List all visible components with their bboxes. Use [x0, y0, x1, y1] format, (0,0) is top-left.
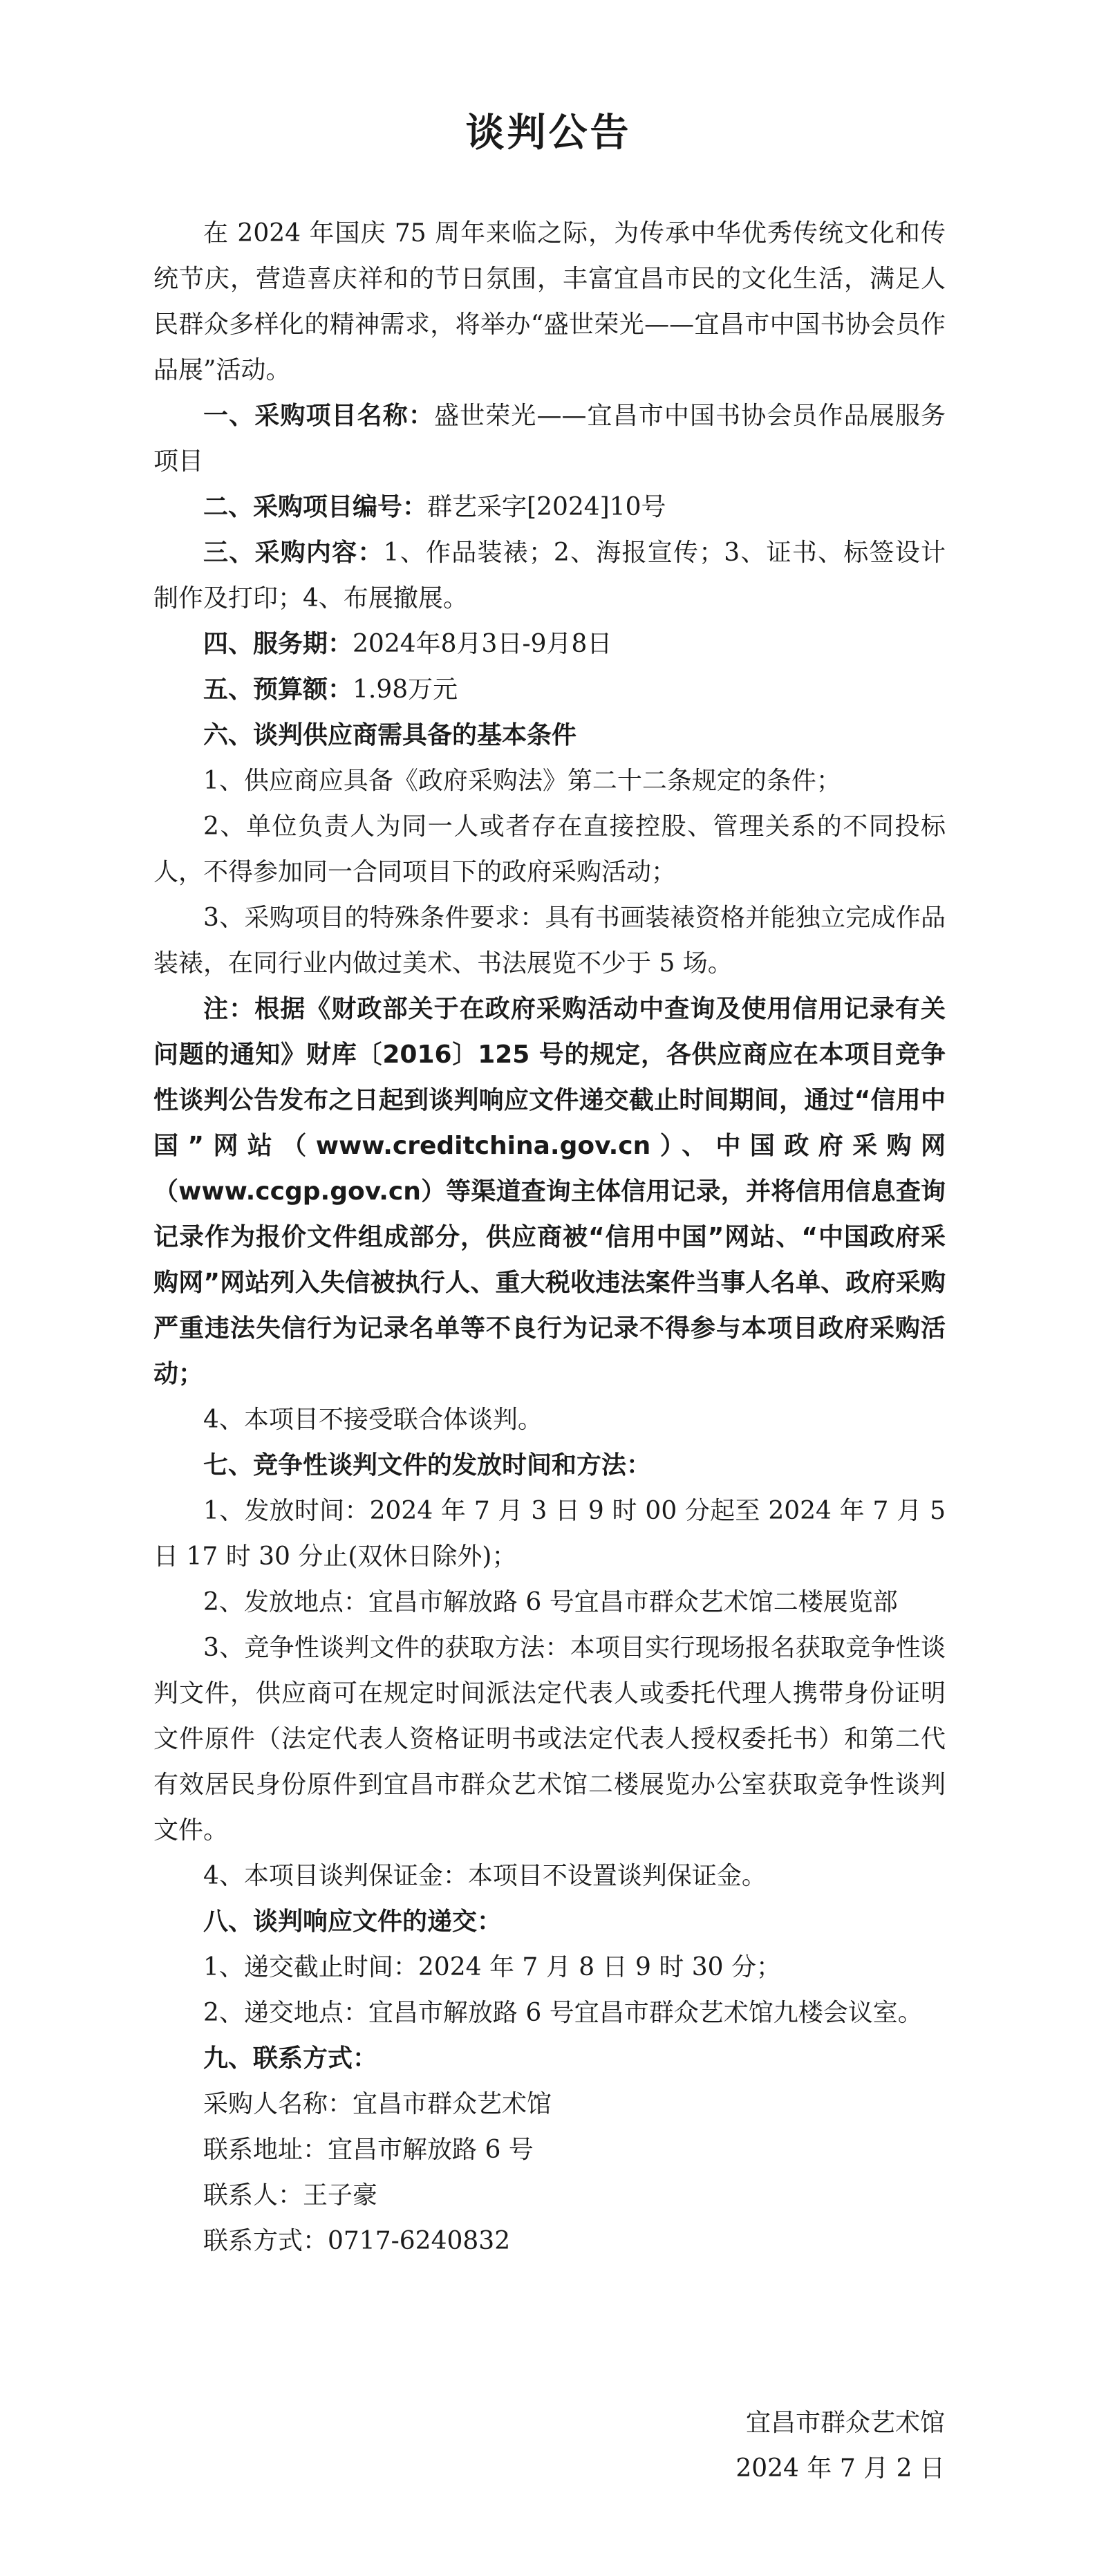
- issuance-3: 3、竞争性谈判文件的获取方法：本项目实行现场报名获取竞争性谈判文件，供应商可在规定时间派法定代表人或委托代理人携带身份证明文件原件（法定代表人资格证明书或法定代表人授权委托书）和第二代有效居民身份原件到宜昌市群众艺术馆二楼展览办公室获取竞争性谈判文件。: [153, 1634, 946, 1845]
- item-project-no: [153, 485, 946, 530]
- item-label: 四、服务期：: [203, 630, 353, 658]
- item-value: 1、作品装裱；2、海报宣传；3、证书、标签设计制作及打印；4、布展撤展。: [153, 539, 946, 613]
- condition-2: 2、单位负责人为同一人或者存在直接控股、管理关系的不同投标人，不得参加同一合同项目下的政府采购活动；: [153, 812, 946, 886]
- contact-address: 联系地址：宜昌市解放路 6 号: [203, 2136, 534, 2164]
- item-value: 盛世荣光——宜昌市中国书协会员作品展服务项目: [153, 402, 946, 476]
- intro-paragraph: 在 2024 年国庆 75 周年来临之际，为传承中华优秀传统文化和传统节庆，营造喜庆祥和的节日氛围，丰富宜昌市民的文化生活，满足人民群众多样化的精神需求，将举办“盛世荣光——宜昌市中国书协会员作品展”活动。: [153, 219, 946, 384]
- section-heading-submission: 八、谈判响应文件的递交：: [203, 1907, 503, 1936]
- credit-note: 注：根据《财政部关于在政府采购活动中查询及使用信用记录有关问题的通知》财库〔2016〕125 号的规定，各供应商应在本项目竞争性谈判公告发布之日起到谈判响应文件递交截止时间期间，通过“信用中国”网站（www.creditchina.gov.cn）、中国政府采购网（www.ccgp.gov.cn）等渠道查询主体信用记录，并将信用信息查询记录作为报价文件组成部分，供应商被“信用中国”网站、“中国政府采购网”网站列入失信被执行人、重大税收违法案件当事人名单、政府采购严重违法失信行为记录名单等不良行为记录不得参与本项目政府采购活动；: [153, 995, 946, 1388]
- item-label: 五、预算额：: [203, 675, 353, 704]
- item-budget: [153, 667, 946, 713]
- condition-4: 4、本项目不接受联合体谈判。: [203, 1406, 543, 1434]
- item-label: 三、采购内容：: [203, 539, 384, 567]
- section-heading-issuance: 七、竞争性谈判文件的发放时间和方法：: [203, 1451, 652, 1480]
- item-value: 群艺采字[2024]10号: [427, 493, 666, 521]
- item-content: [153, 530, 946, 622]
- section-heading-contact: 九、联系方式：: [203, 2044, 378, 2073]
- page-title: 谈判公告: [465, 111, 632, 156]
- section-heading-conditions: 六、谈判供应商需具备的基本条件: [203, 721, 577, 749]
- submission-1: 1、递交截止时间：2024 年 7 月 8 日 9 时 30 分；: [203, 1953, 782, 1981]
- item-label: 一、采购项目名称：: [203, 402, 434, 430]
- signature-date: 2024 年 7 月 2 日: [735, 2454, 945, 2483]
- issuance-4: 4、本项目谈判保证金：本项目不设置谈判保证金。: [203, 1862, 767, 1890]
- condition-1: 1、供应商应具备《政府采购法》第二十二条规定的条件；: [203, 767, 841, 795]
- item-value: 1.98万元: [353, 675, 458, 704]
- issuance-2: 2、发放地点：宜昌市解放路 6 号宜昌市群众艺术馆二楼展览部: [203, 1588, 898, 1616]
- contact-phone: 联系方式：0717-6240832: [203, 2227, 511, 2255]
- contact-person: 联系人：王子豪: [203, 2181, 378, 2210]
- signature-organization: 宜昌市群众艺术馆: [745, 2409, 945, 2437]
- item-period: [153, 622, 946, 667]
- issuance-1: 1、发放时间：2024 年 7 月 3 日 9 时 00 分起至 2024 年 7 月 5 日 17 时 30 分止(双休日除外)；: [153, 1497, 946, 1571]
- item-value: 2024年8月3日-9月8日: [353, 630, 612, 658]
- document-body: [153, 211, 946, 2264]
- condition-3: 3、采购项目的特殊条件要求：具有书画装裱资格并能独立完成作品装裱，在同行业内做过美术、书法展览不少于 5 场。: [153, 904, 946, 978]
- item-project-name: [153, 393, 946, 485]
- submission-2: 2、递交地点：宜昌市解放路 6 号宜昌市群众艺术馆九楼会议室。: [203, 1999, 923, 2027]
- item-label: 二、采购项目编号：: [203, 493, 428, 521]
- contact-buyer: 采购人名称：宜昌市群众艺术馆: [203, 2090, 552, 2118]
